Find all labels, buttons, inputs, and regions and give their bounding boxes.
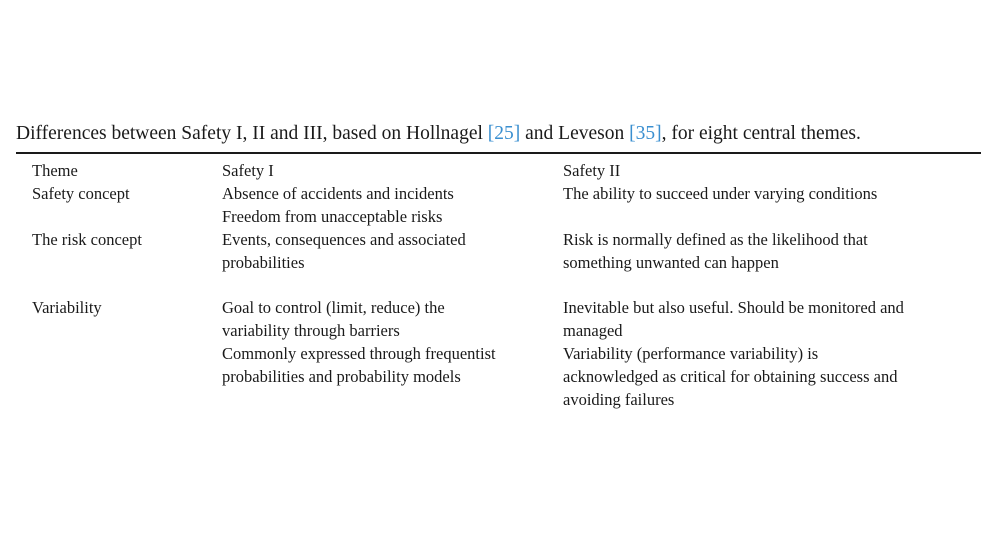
cell-line: Variability [32, 298, 102, 317]
cell-line: something unwanted can happen [563, 253, 779, 272]
cell-line: Events, consequences and associated [222, 230, 466, 249]
header-safety-2: Safety II [563, 161, 621, 180]
cell-line: Safety concept [32, 184, 130, 203]
row-variability-theme [32, 296, 102, 319]
header-safety-1: Safety I [222, 161, 274, 180]
row-safety-concept-theme [32, 182, 130, 205]
cell-line: Risk is normally defined as the likelihood that [563, 230, 868, 249]
row-variability-safety-2 [563, 296, 904, 411]
row-safety-concept-safety-1 [222, 182, 454, 228]
table-caption [16, 122, 976, 146]
reference-link-leveson[interactable]: [35] [629, 123, 662, 144]
cell-line: managed [563, 321, 623, 340]
caption-text: Differences between Safety I, II and III, based on Hollnagel [16, 123, 488, 144]
cell-line: acknowledged as critical for obtaining success and [563, 367, 898, 386]
cell-line: Goal to control (limit, reduce) the [222, 298, 445, 317]
row-risk-concept-theme [32, 228, 142, 251]
row-risk-concept-safety-2 [563, 228, 868, 274]
row-safety-concept-safety-2 [563, 182, 877, 205]
row-risk-concept-safety-1 [222, 228, 466, 274]
caption-text: , for eight central themes. [661, 123, 861, 144]
cell-line: Inevitable but also useful. Should be monitored and [563, 298, 904, 317]
cell-line: The risk concept [32, 230, 142, 249]
cell-line: Absence of accidents and incidents [222, 184, 454, 203]
caption-text: and Leveson [520, 123, 630, 144]
cell-line: variability through barriers [222, 321, 400, 340]
header-theme: Theme [32, 161, 78, 180]
cell-line: avoiding failures [563, 390, 675, 409]
cell-line: Variability (performance variability) is [563, 344, 819, 363]
cell-line: Commonly expressed through frequentist [222, 344, 496, 363]
cell-line: The ability to succeed under varying conditions [563, 184, 878, 203]
row-variability-safety-1 [222, 296, 496, 388]
cell-line: Freedom from unacceptable risks [222, 207, 443, 226]
cell-line: probabilities and probability models [222, 367, 461, 386]
reference-link-hollnagel[interactable]: [25] [487, 123, 521, 144]
cell-line: probabilities [222, 253, 305, 272]
table-top-rule [16, 152, 981, 154]
